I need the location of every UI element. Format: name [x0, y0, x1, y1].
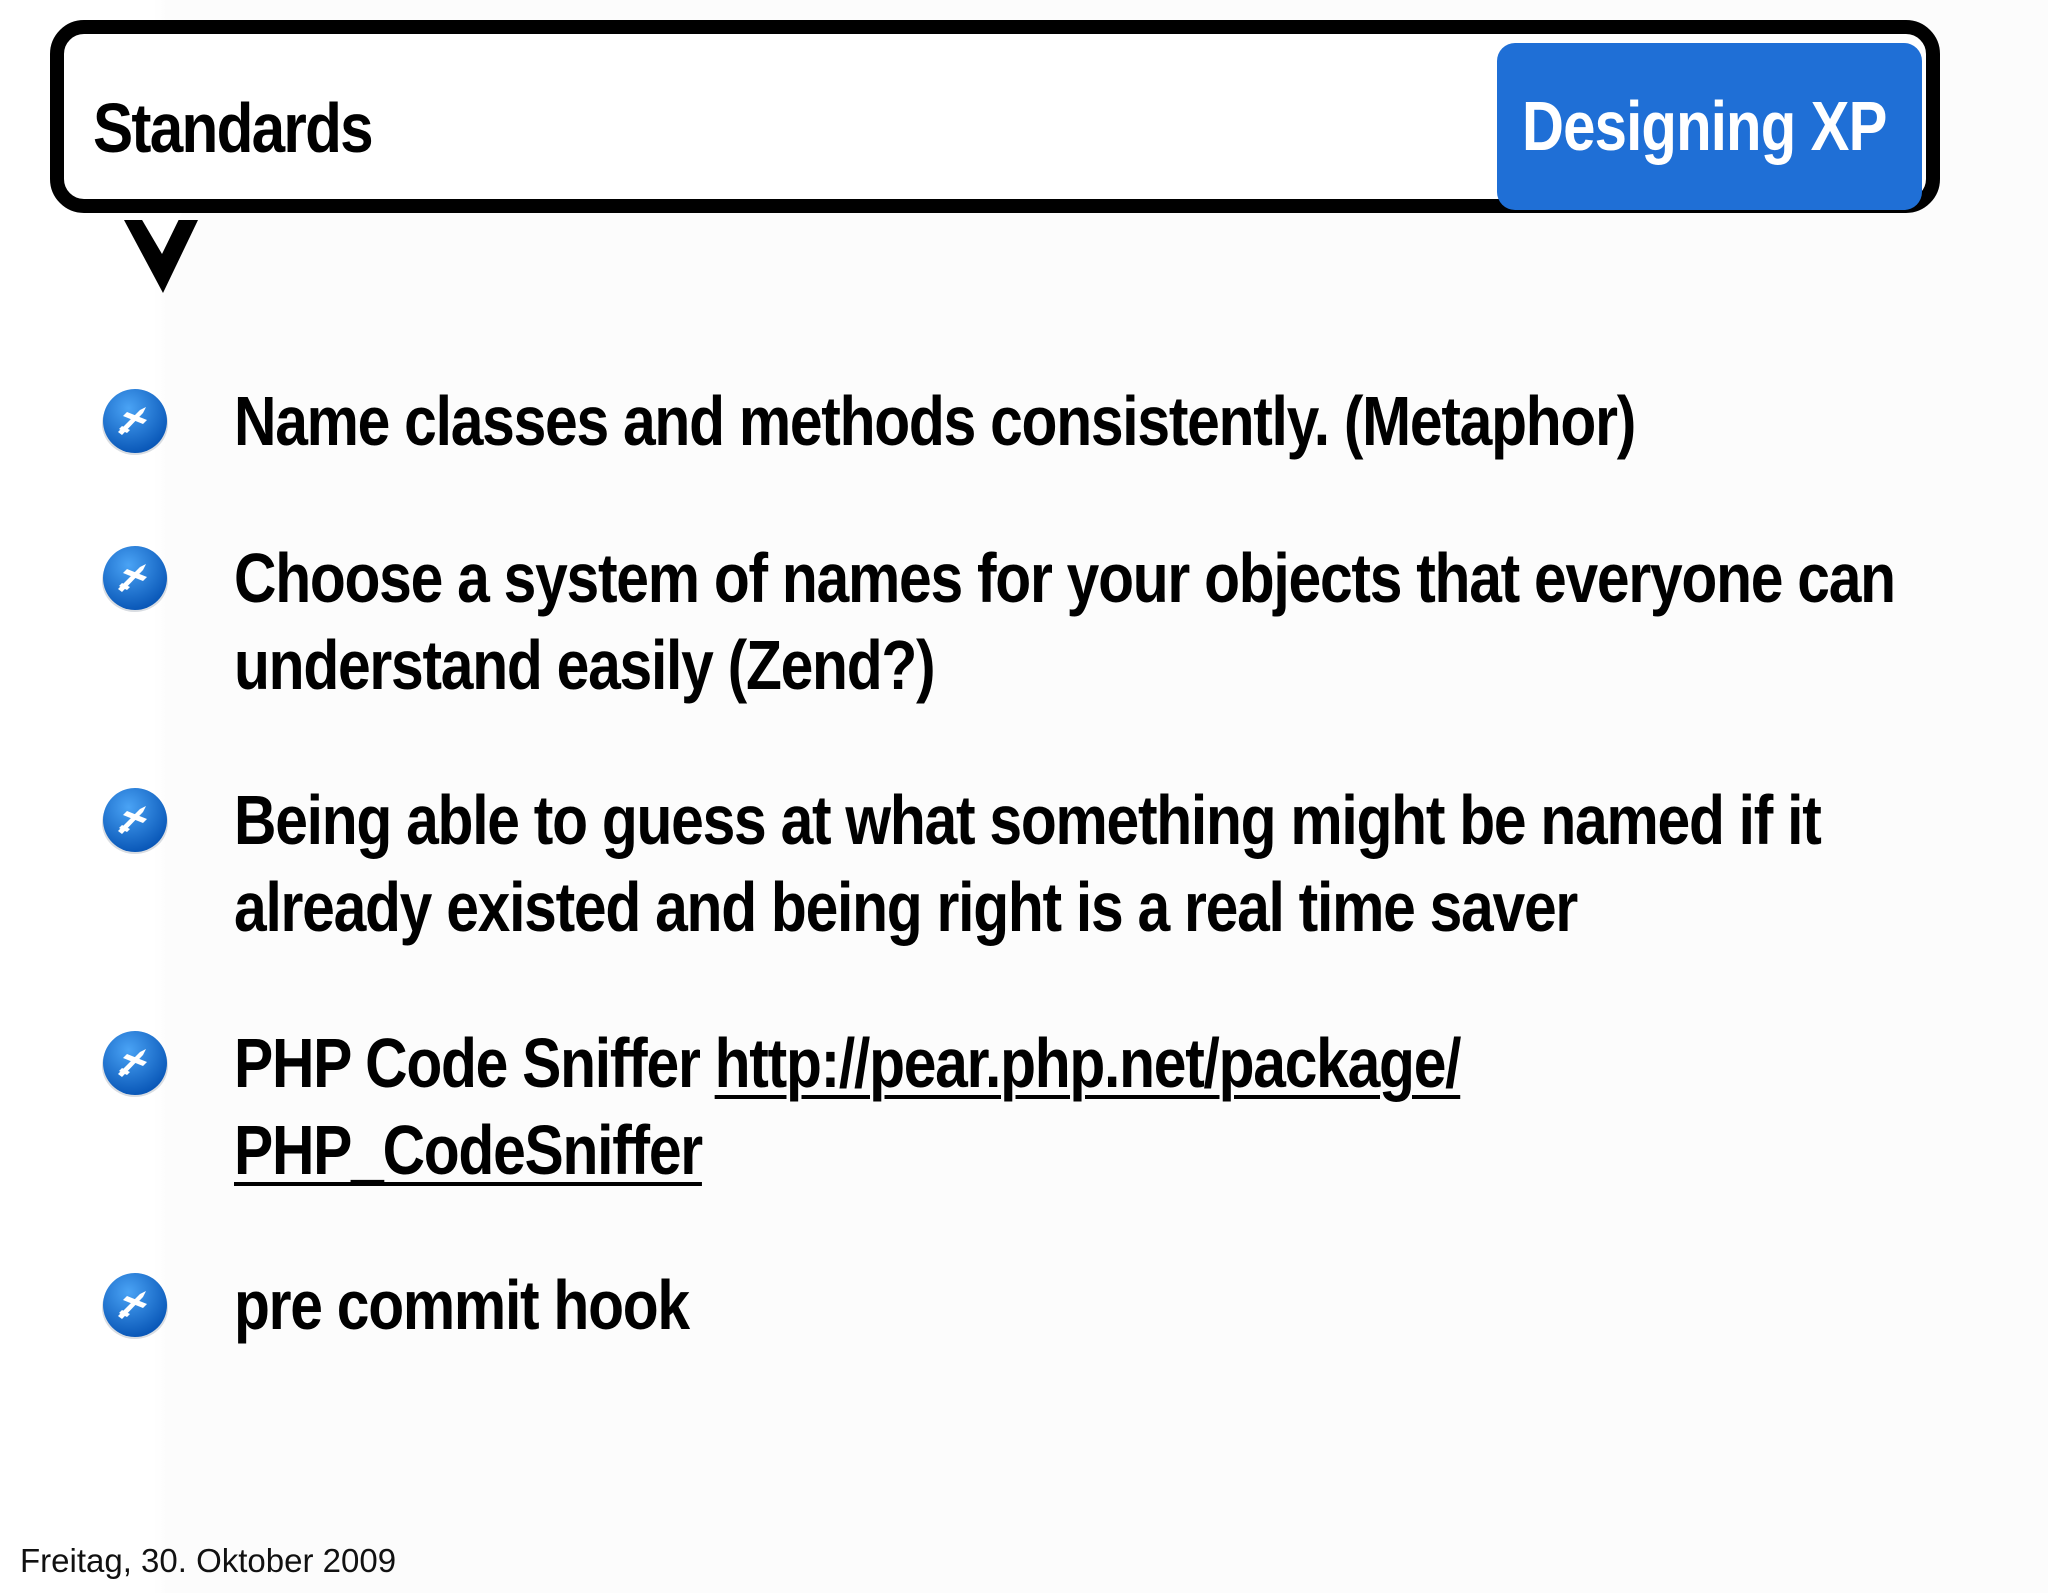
bullet-text: pre commit hook: [234, 1266, 689, 1344]
airplane-icon: [100, 386, 170, 456]
bullet-text: [234, 1020, 2048, 1194]
airplane-icon: [100, 543, 170, 613]
bullet-text: Being able to guess at what something might be named if it already existed and being right is a real time saver: [234, 781, 1821, 946]
airplane-icon: [100, 785, 170, 855]
codesniffer-link-continued[interactable]: PHP_CodeSniffer: [234, 1111, 702, 1189]
bullet-prefix: PHP Code Sniffer: [234, 1024, 715, 1102]
airplane-icon: [100, 1028, 170, 1098]
bullet-text: Choose a system of names for your objects that everyone can understand easily (Zend?): [234, 539, 1895, 704]
codesniffer-link[interactable]: http://pear.php.net/package/: [714, 1024, 1461, 1102]
airplane-icon: [100, 1270, 170, 1340]
slide-title: Standards: [93, 89, 372, 167]
footer-date: Freitag, 30. Oktober 2009: [20, 1542, 397, 1579]
bullet-text: Name classes and methods consistently. (Metaphor): [234, 382, 1636, 460]
brand-label: Designing XP: [1522, 87, 1887, 165]
